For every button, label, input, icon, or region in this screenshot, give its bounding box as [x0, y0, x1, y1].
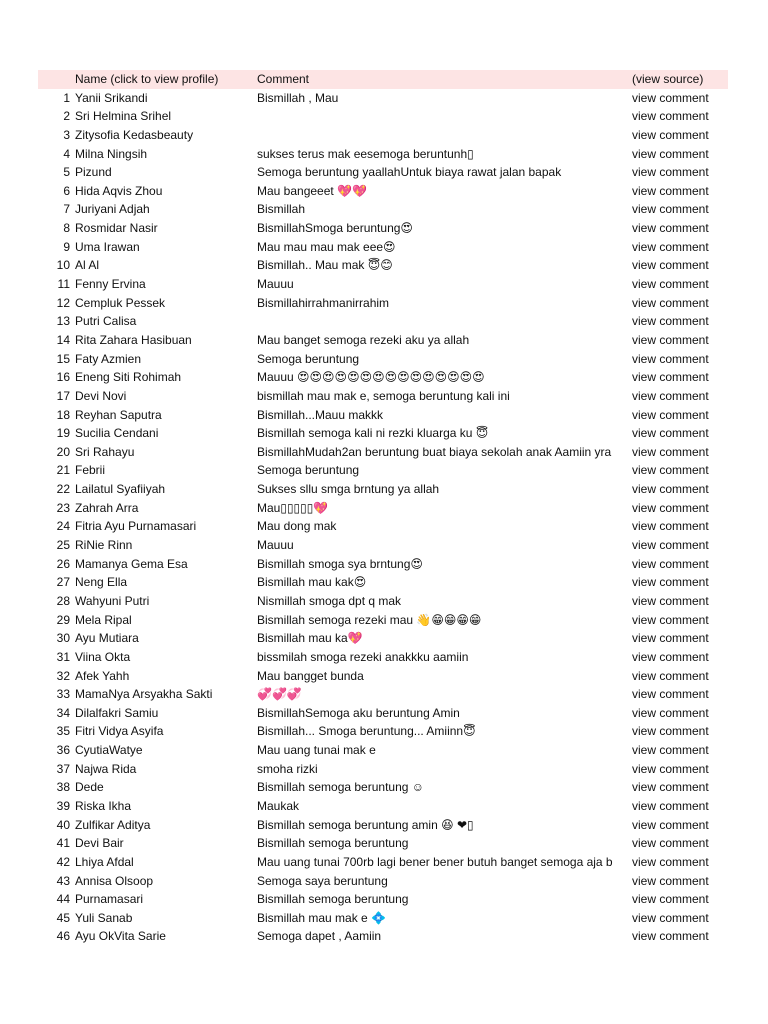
profile-name-link[interactable]: Putri Calisa [75, 314, 137, 329]
comment-text: Mau mau mau mak eee😍 [257, 239, 396, 254]
view-comment-link[interactable]: view comment [632, 536, 728, 555]
comment-text: Maukak [257, 798, 300, 813]
profile-name-link[interactable]: MamaNya Arsyakha Sakti [75, 687, 213, 702]
comment-text: BismillahSemoga aku beruntung Amin [257, 705, 460, 720]
row-number: 29 [56, 612, 70, 627]
comment-text: Bismillah mau kak😍 [257, 575, 367, 590]
profile-name-link[interactable]: Uma Irawan [75, 239, 140, 254]
view-comment-link[interactable]: view comment [632, 741, 728, 760]
profile-name-link[interactable]: Milna Ningsih [75, 146, 148, 161]
view-comment-link[interactable]: view comment [632, 704, 728, 723]
comment-text: Mau banget semoga rezeki aku ya allah [257, 332, 470, 347]
comment-text: Semoga beruntung [257, 463, 360, 478]
profile-name-link[interactable]: Dilalfakri Samiu [75, 705, 159, 720]
view-comment-link[interactable]: view comment [632, 145, 728, 164]
row-number: 37 [56, 761, 70, 776]
table-row [38, 760, 728, 779]
table-row [38, 592, 728, 611]
comment-text: Mauuu [257, 538, 294, 553]
view-comment-link[interactable]: view comment [632, 200, 728, 219]
profile-name-link[interactable]: Wahyuni Putri [75, 593, 150, 608]
view-comment-link[interactable]: view comment [632, 406, 728, 425]
row-number: 27 [56, 575, 70, 590]
row-number: 10 [56, 258, 70, 273]
profile-name-link[interactable]: Sri Helmina Srihel [75, 109, 172, 124]
row-number: 8 [63, 221, 70, 236]
comment-text: 💞💞💞 [257, 687, 302, 702]
table-row [38, 816, 728, 835]
view-comment-link[interactable]: view comment [632, 667, 728, 686]
comment-text: bissmilah smoga rezeki anakkku aamiin [257, 649, 469, 664]
profile-name-link[interactable]: Eneng Siti Rohimah [75, 370, 182, 385]
table-row [38, 555, 728, 574]
comment-text: Bismillah.. Mau mak 😇😊 [257, 258, 393, 273]
row-number: 11 [57, 277, 70, 292]
view-comment-link[interactable]: view comment [632, 629, 728, 648]
table-row [38, 312, 728, 331]
comment-text: Bismillah...Mauu makkk [257, 407, 384, 422]
table-row [38, 667, 728, 686]
comment-text: Bismillah semoga rezeki mau 👋😁😁😁😁 [257, 612, 482, 627]
profile-name-link[interactable]: Zulfikar Aditya [75, 817, 151, 832]
view-comment-link[interactable]: view comment [632, 312, 728, 331]
view-comment-link[interactable]: view comment [632, 107, 728, 126]
row-number: 23 [56, 500, 70, 515]
profile-name-link[interactable]: Faty Azmien [75, 351, 142, 366]
comment-text: Bismillah smoga sya brntung😍 [257, 556, 423, 571]
comment-text: Mau bangeeet 💖💖 [257, 183, 367, 198]
profile-name-link[interactable]: Devi Novi [75, 388, 127, 403]
table-row [38, 200, 728, 219]
comment-text: Bismillah semoga beruntung ☺ [257, 780, 425, 795]
row-number: 19 [56, 426, 70, 441]
view-comment-link[interactable]: view comment [632, 424, 728, 443]
view-comment-link[interactable]: view comment [632, 592, 728, 611]
row-number: 7 [63, 202, 70, 217]
view-comment-link[interactable]: view comment [632, 294, 728, 313]
comment-text: Bismillah mau ka💖 [257, 631, 363, 646]
table-row [38, 406, 728, 425]
row-number: 41 [56, 836, 70, 851]
row-number: 17 [56, 388, 70, 403]
profile-name-link[interactable]: Rita Zahara Hasibuan [75, 332, 192, 347]
profile-name-link[interactable]: Al Al [75, 258, 100, 273]
profile-name-link[interactable]: Lailatul Syafiiyah [75, 482, 166, 497]
view-comment-link[interactable]: view comment [632, 648, 728, 667]
view-comment-link[interactable]: view comment [632, 573, 728, 592]
table-row [38, 890, 728, 909]
row-number: 43 [56, 873, 70, 888]
table-row [38, 797, 728, 816]
profile-name-link[interactable]: Cempluk Pessek [75, 295, 166, 310]
table-header [38, 70, 728, 89]
comment-text: Semoga beruntung yaallahUntuk biaya rawat jalan bapak [257, 165, 562, 180]
row-number: 16 [56, 370, 70, 385]
table-row [38, 107, 728, 126]
comment-text: Mau▯▯▯▯▯💖 [257, 500, 329, 515]
table-row [38, 480, 728, 499]
profile-name-link[interactable]: Annisa Olsoop [75, 873, 154, 888]
comment-text: Mau uang tunai 700rb lagi bener bener butuh banget semoga aja b [257, 854, 613, 869]
profile-name-link[interactable]: Juriyani Adjah [75, 202, 150, 217]
table-row [38, 629, 728, 648]
table-row [38, 424, 728, 443]
view-comment-link[interactable]: view comment [632, 461, 728, 480]
view-comment-link[interactable]: view comment [632, 368, 728, 387]
table-row [38, 611, 728, 630]
profile-name-link[interactable]: Yanii Srikandi [75, 90, 148, 105]
comment-text: Bismillah semoga beruntung [257, 892, 409, 907]
row-number: 46 [56, 929, 70, 944]
row-number: 42 [56, 854, 70, 869]
view-comment-link[interactable]: view comment [632, 275, 728, 294]
view-comment-link[interactable]: view comment [632, 909, 728, 928]
comments-table [38, 70, 728, 946]
profile-name-link[interactable]: Fenny Ervina [75, 277, 146, 292]
row-number: 9 [63, 239, 70, 254]
row-number: 4 [63, 146, 70, 161]
row-number: 20 [56, 444, 70, 459]
table-row [38, 387, 728, 406]
view-comment-link[interactable]: view comment [632, 853, 728, 872]
comment-text: Mauuu [257, 277, 294, 292]
comment-text: Bismillah... Smoga beruntung... Amiinn😇 [257, 724, 476, 739]
view-comment-link[interactable]: view comment [632, 927, 728, 946]
row-number: 15 [56, 351, 70, 366]
profile-name-link[interactable]: Febrii [75, 463, 106, 478]
row-number: 30 [56, 631, 70, 646]
profile-name-link[interactable]: Ayu OkVita Sarie [75, 929, 166, 944]
profile-name-link[interactable]: Lhiya Afdal [75, 854, 134, 869]
view-comment-link[interactable]: view comment [632, 387, 728, 406]
table-row [38, 461, 728, 480]
row-number: 26 [56, 556, 70, 571]
profile-name-link[interactable]: Zitysofia Kedasbeauty [75, 127, 194, 142]
view-comment-link[interactable]: view comment [632, 890, 728, 909]
profile-name-link[interactable]: CyutiaWatye [75, 743, 143, 758]
row-number: 24 [56, 519, 70, 534]
table-row [38, 499, 728, 518]
view-comment-link[interactable]: view comment [632, 350, 728, 369]
view-comment-link[interactable]: view comment [632, 480, 728, 499]
row-number: 45 [56, 910, 70, 925]
row-number: 14 [56, 332, 70, 347]
table-row [38, 350, 728, 369]
table-row [38, 294, 728, 313]
row-number: 25 [56, 538, 70, 553]
table-row [38, 331, 728, 350]
comment-text: smoha rizki [257, 761, 318, 776]
view-comment-link[interactable]: view comment [632, 499, 728, 518]
profile-name-link[interactable]: Fitri Vidya Asyifa [75, 724, 164, 739]
view-comment-link[interactable]: view comment [632, 517, 728, 536]
row-number: 40 [56, 817, 70, 832]
comment-text: Bismillah mau mak e 💠 [257, 910, 386, 925]
profile-name-link[interactable]: Rosmidar Nasir [75, 221, 158, 236]
profile-name-link[interactable]: Fitria Ayu Purnamasari [75, 519, 197, 534]
profile-name-link[interactable]: RiNie Rinn [75, 538, 133, 553]
table-row [38, 517, 728, 536]
view-comment-link[interactable]: view comment [632, 163, 728, 182]
comment-text: Mau bangget bunda [257, 668, 364, 683]
table-row [38, 685, 728, 704]
view-comment-link[interactable]: view comment [632, 443, 728, 462]
comment-text: Bismillah semoga beruntung [257, 836, 409, 851]
row-number: 34 [56, 705, 70, 720]
table-row [38, 368, 728, 387]
comment-text: bismillah mau mak e, semoga beruntung kali ini [257, 388, 510, 403]
table-row [38, 778, 728, 797]
profile-name-link[interactable]: Neng Ella [75, 575, 128, 590]
table-row [38, 927, 728, 946]
view-comment-link[interactable]: view comment [632, 778, 728, 797]
header-view-source[interactable]: (view source) [632, 72, 704, 86]
table-row [38, 909, 728, 928]
comment-text: BismillahSmoga beruntung😍 [257, 221, 413, 236]
comment-text: Bismillahirrahmanirrahim [257, 295, 390, 310]
profile-name-link[interactable]: Najwa Rida [75, 761, 137, 776]
comment-text: Bismillah , Mau [257, 90, 339, 105]
comment-text: Bismillah semoga beruntung amin 😆 ❤▯ [257, 817, 474, 832]
table-row [38, 722, 728, 741]
view-comment-link[interactable]: view comment [632, 797, 728, 816]
comment-text: sukses terus mak eesemoga beruntunh▯ [257, 146, 474, 161]
profile-name-link[interactable]: Reyhan Saputra [75, 407, 162, 422]
view-comment-link[interactable]: view comment [632, 834, 728, 853]
row-number: 35 [56, 724, 70, 739]
table-row [38, 238, 728, 257]
view-comment-link[interactable]: view comment [632, 760, 728, 779]
table-row [38, 834, 728, 853]
comment-text: Semoga saya beruntung [257, 873, 388, 888]
comment-text: BismillahMudah2an beruntung buat biaya sekolah anak Aamiin yra [257, 444, 612, 459]
profile-name-link[interactable]: Dede [75, 780, 104, 795]
comment-text: Bismillah semoga kali ni rezki kluarga ku 😇 [257, 426, 489, 441]
row-number: 22 [56, 482, 70, 497]
profile-name-link[interactable]: Sri Rahayu [75, 444, 135, 459]
view-comment-link[interactable]: view comment [632, 872, 728, 891]
profile-name-link[interactable]: Yuli Sanab [75, 910, 133, 925]
view-comment-link[interactable]: view comment [632, 182, 728, 201]
table-row [38, 872, 728, 891]
table-row [38, 145, 728, 164]
row-number: 32 [56, 668, 70, 683]
table-row [38, 648, 728, 667]
profile-name-link[interactable]: Sucilia Cendani [75, 426, 159, 441]
row-number: 33 [56, 687, 70, 702]
row-number: 13 [56, 314, 70, 329]
comment-text: Mau dong mak [257, 519, 337, 534]
table-row [38, 219, 728, 238]
comment-text: Mauuu 😍😍😍😍😍😍😍😍😍😍😍😍😍😍😍 [257, 370, 485, 385]
row-number: 5 [63, 165, 70, 180]
table-row [38, 275, 728, 294]
row-number: 28 [56, 593, 70, 608]
profile-name-link[interactable]: Hida Aqvis Zhou [75, 183, 163, 198]
table-row [38, 704, 728, 723]
view-comment-link[interactable]: view comment [632, 685, 728, 704]
header-comment: Comment [257, 72, 310, 86]
comment-text: Semoga dapet , Aamiin [257, 929, 382, 944]
view-comment-link[interactable]: view comment [632, 555, 728, 574]
row-number: 3 [63, 127, 70, 142]
comment-text: Semoga beruntung [257, 351, 360, 366]
table-body [38, 89, 728, 946]
table-row [38, 126, 728, 145]
profile-name-link[interactable]: Pizund [75, 165, 112, 180]
view-comment-link[interactable]: view comment [632, 722, 728, 741]
row-number: 12 [56, 295, 70, 310]
view-comment-link[interactable]: view comment [632, 331, 728, 350]
profile-name-link[interactable]: Afek Yahh [75, 668, 130, 683]
table-row [38, 741, 728, 760]
row-number: 18 [56, 407, 70, 422]
table-row [38, 573, 728, 592]
row-number: 44 [56, 892, 70, 907]
row-number: 31 [56, 649, 70, 664]
comment-text: Mau uang tunai mak e [257, 743, 376, 758]
view-comment-link[interactable]: view comment [632, 89, 728, 108]
profile-name-link[interactable]: Purnamasari [75, 892, 144, 907]
row-number: 21 [56, 463, 70, 478]
table-row [38, 443, 728, 462]
view-comment-link[interactable]: view comment [632, 126, 728, 145]
profile-name-link[interactable]: Mela Ripal [75, 612, 132, 627]
table-row [38, 536, 728, 555]
row-number: 38 [56, 780, 70, 795]
row-number: 2 [63, 109, 70, 124]
row-number: 6 [63, 183, 70, 198]
table-row [38, 182, 728, 201]
table-row [38, 853, 728, 872]
table-row [38, 256, 728, 275]
profile-name-link[interactable]: Mamanya Gema Esa [75, 556, 188, 571]
row-number: 36 [56, 743, 70, 758]
view-comment-link[interactable]: view comment [632, 816, 728, 835]
comment-text: Sukses sllu smga brntung ya allah [257, 482, 440, 497]
view-comment-link[interactable]: view comment [632, 238, 728, 257]
profile-name-link[interactable]: Zahrah Arra [75, 500, 139, 515]
header-name[interactable]: Name (click to view profile) [75, 72, 219, 86]
row-number: 39 [56, 798, 70, 813]
comment-text: Nismillah smoga dpt q mak [257, 593, 402, 608]
profile-name-link[interactable]: Devi Bair [75, 836, 124, 851]
profile-name-link[interactable]: Viina Okta [75, 649, 131, 664]
row-number: 1 [63, 90, 70, 105]
comment-text: Bismillah [257, 202, 306, 217]
view-comment-link[interactable]: view comment [632, 256, 728, 275]
table-row [38, 89, 728, 108]
table-row [38, 163, 728, 182]
view-comment-link[interactable]: view comment [632, 219, 728, 238]
profile-name-link[interactable]: Riska Ikha [75, 798, 132, 813]
profile-name-link[interactable]: Ayu Mutiara [75, 631, 139, 646]
view-comment-link[interactable]: view comment [632, 611, 728, 630]
